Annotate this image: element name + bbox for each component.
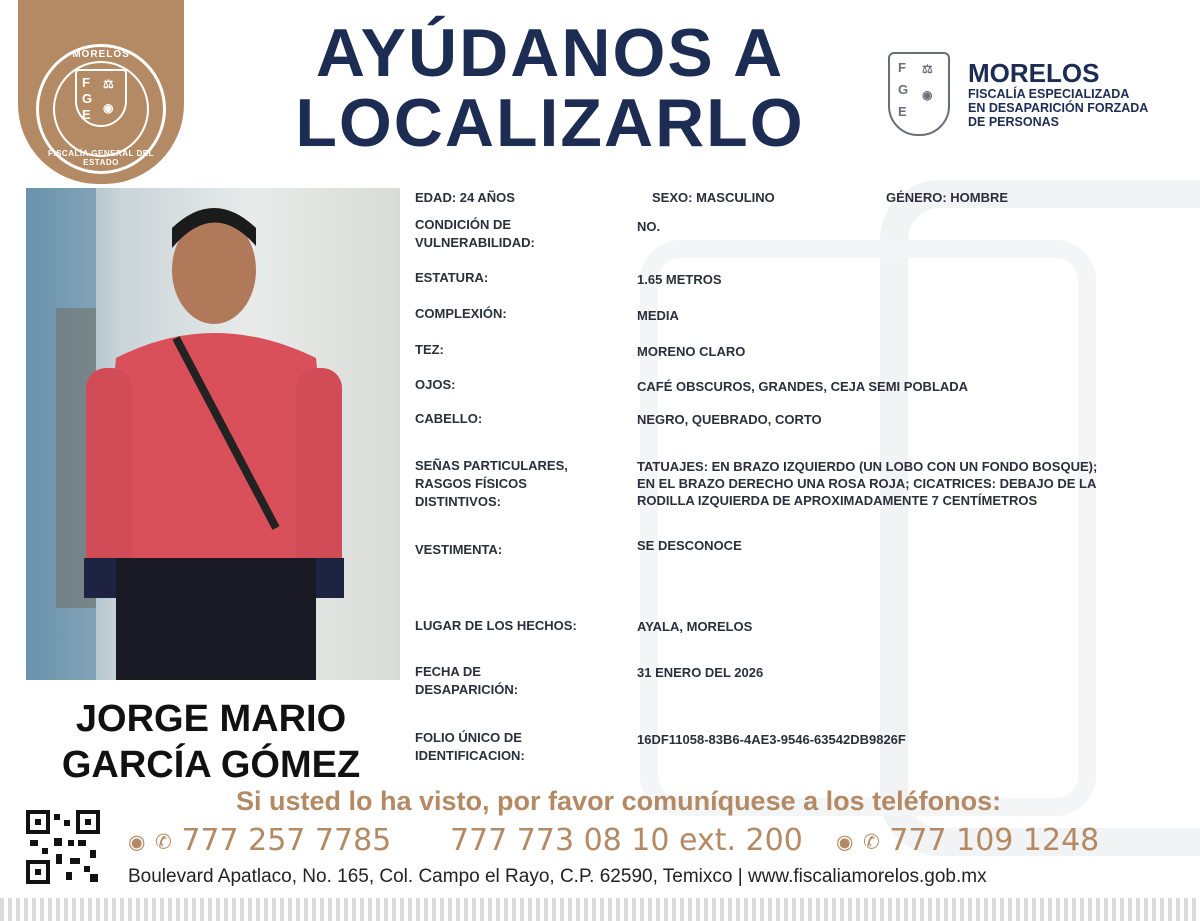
build-value: MEDIA: [637, 308, 679, 323]
shield-icon: [75, 69, 127, 127]
hair-label: CABELLO:: [415, 411, 483, 426]
seal-letter-f: F: [82, 75, 90, 90]
phone-3[interactable]: [836, 823, 1099, 858]
marks-value-line-2: EN EL BRAZO DERECHO UNA ROSA ROJA; CICATRICES: DEBAJO DE LA: [637, 476, 1097, 491]
watermark-shield: [640, 240, 1096, 816]
complexion-value: MORENO CLARO: [637, 344, 746, 359]
vulnerability-label: CONDICIÓN DE VULNERABILIDAD:: [415, 217, 535, 250]
eye-icon: ◉: [103, 101, 114, 115]
vulnerability-value: NO.: [637, 219, 661, 234]
person-name-line-2: GARCÍA GÓMEZ: [61, 744, 361, 786]
page-title: [230, 15, 870, 161]
whatsapp-icon: ✆: [155, 829, 172, 854]
seal-letter-g: G: [82, 91, 93, 106]
seal-top-text: MORELOS: [72, 49, 130, 60]
phone-3-number: 777 109 1248: [889, 823, 1100, 858]
eye-icon: ◉: [922, 88, 933, 102]
complexion-label: TEZ:: [415, 342, 444, 357]
phone-2[interactable]: [450, 823, 803, 858]
title-line-2: LOCALIZARLO: [295, 85, 805, 161]
height-value: 1.65 METROS: [637, 272, 722, 287]
marks-value-line-3: RODILLA IZQUIERDA DE APROXIMADAMENTE 7 CENTÍMETROS: [637, 493, 1038, 508]
person-photo: [26, 188, 400, 680]
folio-label: FOLIO ÚNICO DE IDENTIFICACION:: [415, 730, 525, 763]
marks-label: SEÑAS PARTICULARES, RASGOS FÍSICOS DISTINTIVOS:: [415, 458, 568, 509]
scales-icon: ⚖: [103, 77, 114, 91]
height-label: ESTATURA:: [415, 270, 489, 285]
seal-letter-e: E: [82, 107, 91, 122]
title-line-1: AYÚDANOS A: [315, 15, 785, 91]
phone-icon: ◉: [128, 829, 146, 854]
call-to-action: Si usted lo ha visto, por favor comuníquese a los teléfonos:: [236, 786, 1002, 816]
fge-shield-logo: [888, 52, 950, 136]
seal-bottom-text: FISCALÍA GENERAL DEL ESTADO: [47, 149, 154, 167]
org-subtitle: FISCALÍA ESPECIALIZADA EN DESAPARICIÓN FORZADA DE PERSONAS: [968, 87, 1149, 129]
folio-value: 16DF11058-83B6-4AE3-9546-63542DB9826F: [637, 732, 906, 747]
phone-1-number: 777 257 7785: [181, 823, 392, 858]
build-label: COMPLEXIÓN:: [415, 306, 507, 321]
footer-pattern: [0, 898, 1200, 921]
whatsapp-icon: ✆: [863, 829, 880, 854]
place-label: LUGAR DE LOS HECHOS:: [415, 618, 577, 633]
marks-value-line-1: TATUAJES: EN BRAZO IZQUIERDO (UN LOBO CON UN FONDO BOSQUE);: [637, 459, 1098, 474]
person-name-line-1: JORGE MARIO: [75, 698, 347, 740]
hair-value: NEGRO, QUEBRADO, CORTO: [637, 412, 822, 427]
age-field: EDAD: 24 AÑOS: [415, 190, 515, 205]
person-name: [26, 696, 396, 788]
gender-field: GÉNERO: HOMBRE: [886, 190, 1009, 205]
eyes-label: OJOS:: [415, 377, 456, 392]
clothing-label: VESTIMENTA:: [415, 542, 503, 557]
place-value: AYALA, MORELOS: [637, 619, 753, 634]
qr-code-icon[interactable]: [26, 810, 100, 884]
phone-1[interactable]: [128, 823, 391, 858]
address-line: Boulevard Apatlaco, No. 165, Col. Campo el Rayo, C.P. 62590, Temixco | www.fiscaliamorelos.gob.mx: [128, 866, 987, 887]
org-name: MORELOS: [968, 58, 1100, 88]
logo-letter-e: E: [898, 104, 907, 119]
phone-icon: ◉: [836, 829, 854, 854]
scales-icon: ⚖: [922, 62, 933, 76]
eyes-value: CAFÉ OBSCUROS, GRANDES, CEJA SEMI POBLADA: [637, 379, 969, 394]
person-photo-illustration: [26, 188, 400, 680]
fge-seal-logo: [36, 44, 166, 174]
date-value: 31 ENERO DEL 2026: [637, 665, 764, 680]
date-label: FECHA DE DESAPARICIÓN:: [415, 664, 519, 697]
phone-2-number: 777 773 08 10 ext. 200: [450, 823, 803, 858]
logo-letter-g: G: [898, 82, 909, 97]
marks-value: [637, 458, 1097, 509]
sex-field: SEXO: MASCULINO: [652, 190, 775, 205]
logo-letter-f: F: [898, 60, 906, 75]
clothing-value: SE DESCONOCE: [637, 538, 742, 553]
